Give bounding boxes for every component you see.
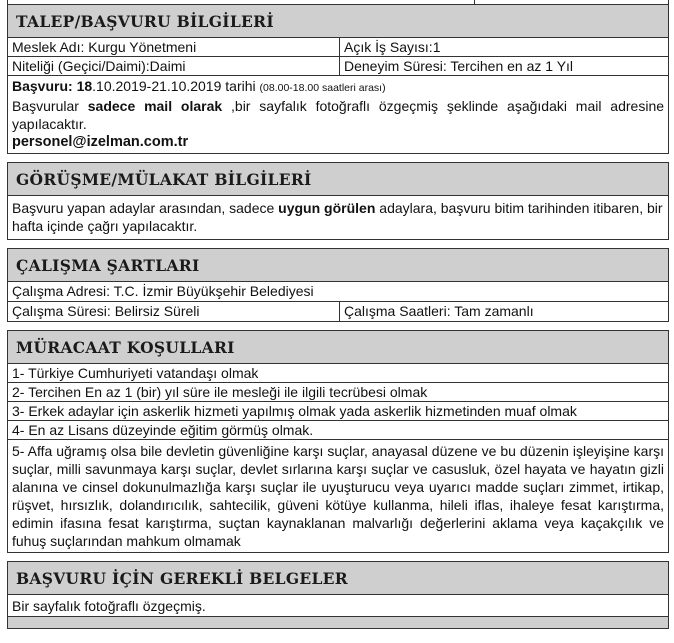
muracaat-item-text: 4- En az Lisans düzeyinde eğitim görmüş olmak. — [12, 422, 314, 438]
job-posting-document — [7, 0, 669, 629]
meslek-cell: Meslek Adı: Kurgu Yönetmeni — [12, 39, 197, 55]
gorusme-block — [7, 196, 669, 240]
basvuru-hours: (08.00-18.00 saatleri arası) — [259, 82, 386, 94]
belgeler-text: Bir sayfalık fotoğraflı özgeçmiş. — [12, 598, 206, 614]
gorusme-text-2: adaylara, başvuru bitim tarihinden itibaren, bir hafta içinde çağrı yapılacaktır. — [12, 200, 663, 234]
deneyim-cell: Deneyim Süresi: Tercihen en az 1 Yıl — [339, 57, 668, 75]
talep-row-2 — [7, 57, 669, 76]
calisma-sure-cell: Çalışma Süresi: Belirsiz Süreli — [12, 303, 200, 319]
basvuru-instructions — [12, 97, 664, 133]
acik-is-cell: Açık İş Sayısı:1 — [339, 38, 668, 56]
calisma-saat-cell: Çalışma Saatleri: Tam zamanlı — [339, 302, 668, 321]
section-header-gorusme: GÖRÜŞME/MÜLAKAT BİLGİLERİ — [7, 162, 669, 196]
belgeler-row — [7, 595, 669, 617]
gorusme-bold: uygun görülen — [278, 200, 376, 216]
muracaat-item-2 — [7, 383, 669, 402]
muracaat-item-text: 2- Tercihen En az 1 (bir) yıl süre ile mesleği ile ilgili tecrübesi olmak — [12, 384, 428, 400]
niteligi-cell: Niteliği (Geçici/Daimi):Daimi — [12, 58, 186, 74]
muracaat-item-3 — [7, 402, 669, 421]
muracaat-item-4 — [7, 421, 669, 440]
instructions-text-1: Başvurular — [12, 98, 79, 114]
section-header-belgeler: BAŞVURU İÇİN GEREKLİ BELGELER — [7, 561, 669, 595]
muracaat-item-5: 5- Affa uğramış olsa bile devletin güvenliğine karşı suçlar, anayasal düzene ve bu düzenin işleyişine karşı suçlar, milli savunmaya karşı suçlar, devlet sırlarına karşı suçlar ve casusluk, özel hayata ve hayatın gizli alanına ve cinsel dokunulmazlığa karşı suçlar ile uyuşturucu veya uyarıcı madde suçları zimmet, irtikap, rüşvet, hırsızlık, dolandırıcılık, sahtecilik, güveni kötüye kullanma, hileli iflas, ihaleye fesat karıştırma, edimin ifasına fesat karıştırma, suçtan kaynaklanan malvarlığı değerlerini aklama veya kaçakçılık ve fuhuş suçlarından mahkum olmamak — [7, 440, 669, 553]
gorusme-text-1: Başvuru yapan adaylar arasından, sadece — [12, 200, 275, 216]
instructions-text-2: ,bir sayfalık fotoğraflı özgeçmiş şeklinde aşağıdaki mail adresine yapılacaktır. — [12, 98, 665, 132]
muracaat-item-text: 3- Erkek adaylar için askerlik hizmeti yapılmış olmak yada askerlik hizmetinden muaf olmak — [12, 403, 577, 419]
basvuru-day: 18 — [76, 78, 93, 94]
basvuru-range: .10.2019-21.10.2019 tarihi — [92, 78, 256, 94]
section-header-muracaat: MÜRACAAT KOŞULLARI — [7, 330, 669, 364]
calisma-row-2 — [7, 302, 669, 322]
muracaat-item-text: 1- Türkiye Cumhuriyeti vatandaşı olmak — [12, 365, 259, 381]
talep-row-1 — [7, 38, 669, 57]
basvuru-label: Başvuru: — [12, 78, 73, 94]
basvuru-block — [7, 76, 669, 154]
contact-email[interactable]: personel@izelman.com.tr — [12, 134, 189, 150]
section-header-calisma: ÇALIŞMA ŞARTLARI — [7, 248, 669, 282]
section-header-talep: TALEP/BAŞVURU BİLGİLERİ — [7, 4, 669, 38]
basvuru-date-line — [12, 77, 664, 97]
instructions-bold: sadece mail olarak — [87, 98, 223, 114]
muracaat-item-1 — [7, 364, 669, 383]
calisma-row-1 — [7, 282, 669, 302]
top-table-edge — [7, 0, 669, 4]
calisma-adres-cell: Çalışma Adresi: T.C. İzmir Büyükşehir Belediyesi — [12, 283, 314, 299]
bottom-gray-strip — [7, 617, 669, 629]
